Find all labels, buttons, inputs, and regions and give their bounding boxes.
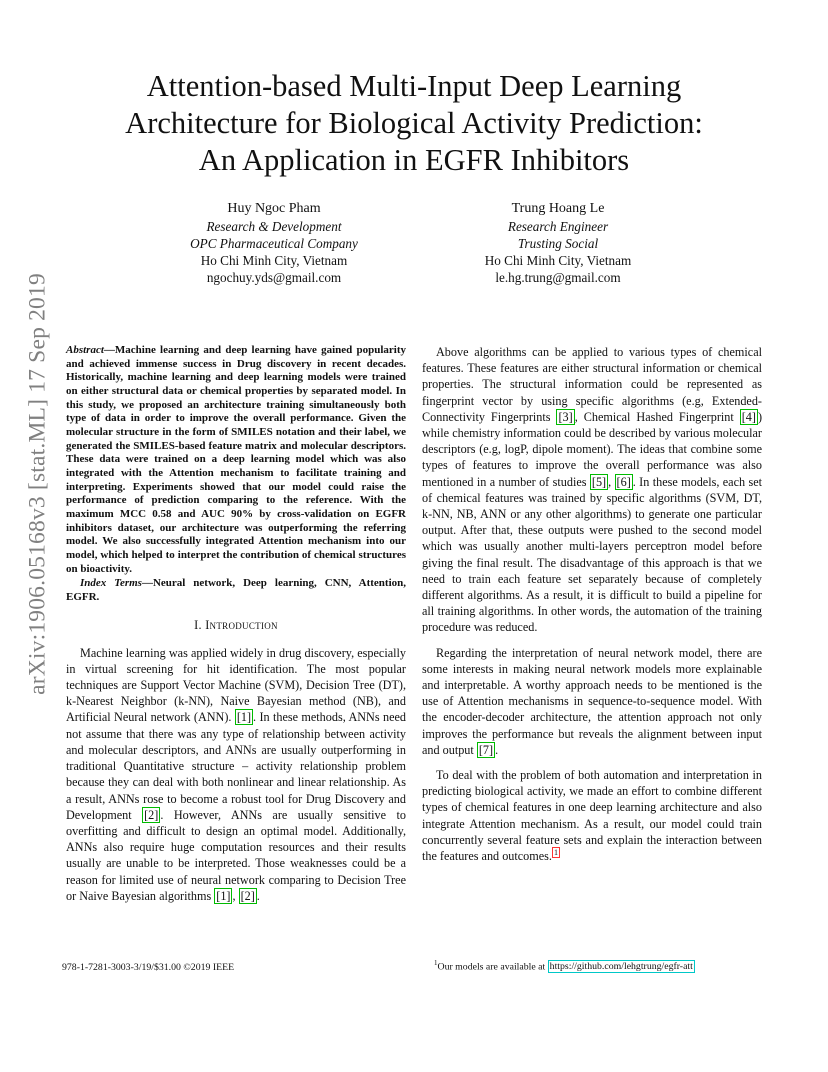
p3-text-a: Regarding the interpretation of neural network model, there are some interests in making neural network models more explainable and interpretable. A worthy approach needs to be mentioned is the use of Attention mechanisms in sequence-to-sequence model. With the encoder-decoder architecture, the attention approach not only improves the performance but reveals the alignment between input and output xyxy=(422,645,762,757)
author-email[interactable]: le.hg.trung@gmail.com xyxy=(495,270,621,285)
author-email[interactable]: ngochuy.yds@gmail.com xyxy=(206,270,342,285)
paragraph-3 xyxy=(422,645,762,758)
index-terms-text: —Neural network, Deep learning, CNN, Attention, EGFR. xyxy=(66,577,406,603)
author-block-2 xyxy=(408,200,708,286)
author-name: Huy Ngoc Pham xyxy=(227,201,321,216)
citation-link[interactable]: [4] xyxy=(741,409,756,424)
index-terms xyxy=(66,577,406,604)
p3-text-b: . xyxy=(495,742,499,757)
p1-text-d: , xyxy=(232,888,239,903)
citation-link[interactable]: [1] xyxy=(216,888,231,903)
paragraph-2 xyxy=(422,344,762,636)
footnote-text: Our models are available at xyxy=(437,961,548,973)
author-location: Ho Chi Minh City, Vietnam xyxy=(484,253,632,268)
p2-text-d: , xyxy=(608,474,615,489)
paragraph-4 xyxy=(422,767,762,864)
paragraph-1 xyxy=(66,645,406,904)
p2-text-a: Above algorithms can be applied to various types of chemical features. These features are either structural information or chemical properties. The structural information could be represented as fingerprint vector by using specific algorithms (e.g, Extended-Connectivity Fingerprints xyxy=(422,345,762,424)
title-line-3: An Application in EGFR Inhibitors xyxy=(198,143,630,177)
citation-link[interactable]: [5] xyxy=(591,474,607,489)
index-terms-lead: Index Terms xyxy=(80,577,142,590)
author-location: Ho Chi Minh City, Vietnam xyxy=(200,253,348,268)
citation-link[interactable]: [6] xyxy=(616,474,631,489)
citation-link[interactable]: [2] xyxy=(240,888,255,903)
author-org: OPC Pharmaceutical Company xyxy=(190,236,358,251)
right-column xyxy=(422,344,762,864)
author-role: Research Engineer xyxy=(507,219,609,234)
abstract-lead: Abstract xyxy=(66,344,104,356)
footnote-number: 1 xyxy=(434,959,438,967)
title-line-2: Architecture for Biological Activity Prediction: xyxy=(125,106,703,140)
left-column xyxy=(66,344,406,904)
paper-title xyxy=(60,68,768,179)
footnote xyxy=(434,959,695,972)
citation-link[interactable]: [1] xyxy=(236,710,252,725)
title-line-1: Attention-based Multi-Input Deep Learning xyxy=(146,69,682,103)
arxiv-identifier[interactable]: arXiv:1906.05168v3 [stat.ML] 17 Sep 2019 xyxy=(24,273,51,695)
section-number: I. xyxy=(194,618,202,633)
section-title: Introduction xyxy=(205,618,278,633)
author-name: Trung Hoang Le xyxy=(511,201,605,216)
p1-text-e: . xyxy=(256,888,260,903)
author-org: Trusting Social xyxy=(517,236,599,251)
repository-link[interactable]: https://github.com/lehgtrung/egfr-att xyxy=(549,961,693,973)
p2-text-c: ) while chemistry information could be described by various molecular descriptors (e.g, logP, dipole moment). The ideas that combine some types of features to improve the overall performance was also mentioned in a number of studies xyxy=(422,409,762,489)
p4-text-a: To deal with the problem of both automation and interpretation in predicting biological activity, we made an effort to combine different types of chemical features in one deep learning architecture and also integrate Attention mechanism. As a result, our model could train concurrently several feature sets and explain the interaction between the features and outcomes. xyxy=(422,768,762,864)
abstract xyxy=(66,344,406,576)
p1-text-b: . In these methods, ANNs need not assume that there was any type of relationship between activity and molecular descriptors, and ANNs are usually outperforming in traditional Quantitative structure – activity relationship problem because they can deal with both nonlinear and linear relationship. As a result, ANNs rose to become a robust tool for Drug Discovery and Development xyxy=(66,710,406,822)
citation-link[interactable]: [7] xyxy=(478,742,494,757)
p1-text-c: . However, ANNs are usually sensitive to overfitting and difficult to design an optimal model. Additionally, ANNs also require huge computation resources and their results usually are unable to be interpreted. Those weaknesses could be a reason for limited use of neural network comparing to Decision Tree or Naive Bayesian algorithms xyxy=(66,807,406,903)
p2-text-e: . In these models, each set of chemical features was trained by specific algorithms (SVM, DT, k-NN, NB, ANN or any other algorithms) to generate one particular output. After that, these outputs were pushed to the second model which was usually another multi-layers perceptron model before giving the final result. The disadvantage of this approach is that we need to train each feature set separately because of completely different algorithms. As a result, it is difficult to build a pipeline for all training algorithms. In other words, the automation of the training procedure was reduced. xyxy=(422,474,763,635)
citation-link[interactable]: [3] xyxy=(558,409,573,424)
citation-link[interactable]: [2] xyxy=(144,807,159,822)
p1-text-a: Machine learning was applied widely in drug discovery, especially in virtual screening for hit identification. The most popular techniques are Support Vector Machine (SVM), Decision Tree (DT), k-Nearest Neighbor (k-NN), Naive Bayesian method (NB), and Artificial Neural network (ANN). xyxy=(66,645,406,725)
footnote-marker[interactable]: 1 xyxy=(553,848,558,858)
abstract-text: —Machine learning and deep learning have gained popularity and achieved immense success in Drug discovery in recent decades. Historically, machine learning and deep learning models were trained on either structural data or chemical properties by separated model. In this study, we proposed an architecture training simultaneously both type of data in order to improve the overall performance. Given the molecular structure in the form of SMILES notation and their label, we generated the SMILES-based feature matrix and molecular descriptors. These data were trained on a deep learning model which was also integrated with the Attention mechanism to facilitate training and interpreting. Experiments showed that our model could raise the performance of prediction comparing to the reference. With the maximum MCC 0.58 and AUC 90% by cross-validation on EGFR inhibitors dataset, our architecture was outperforming the referring model. We also successfully integrated Attention mechanism into our model, which helped to interpret the contribution of chemical structures on bioactivity. xyxy=(66,344,406,575)
section-heading-introduction xyxy=(66,617,406,633)
copyright-notice: 978-1-7281-3003-3/19/$31.00 ©2019 IEEE xyxy=(62,962,235,973)
p2-text-b: , Chemical Hashed Fingerprint xyxy=(574,409,740,424)
arxiv-sidebar xyxy=(18,273,58,695)
author-role: Research & Development xyxy=(206,219,342,234)
author-block-1 xyxy=(124,200,424,286)
